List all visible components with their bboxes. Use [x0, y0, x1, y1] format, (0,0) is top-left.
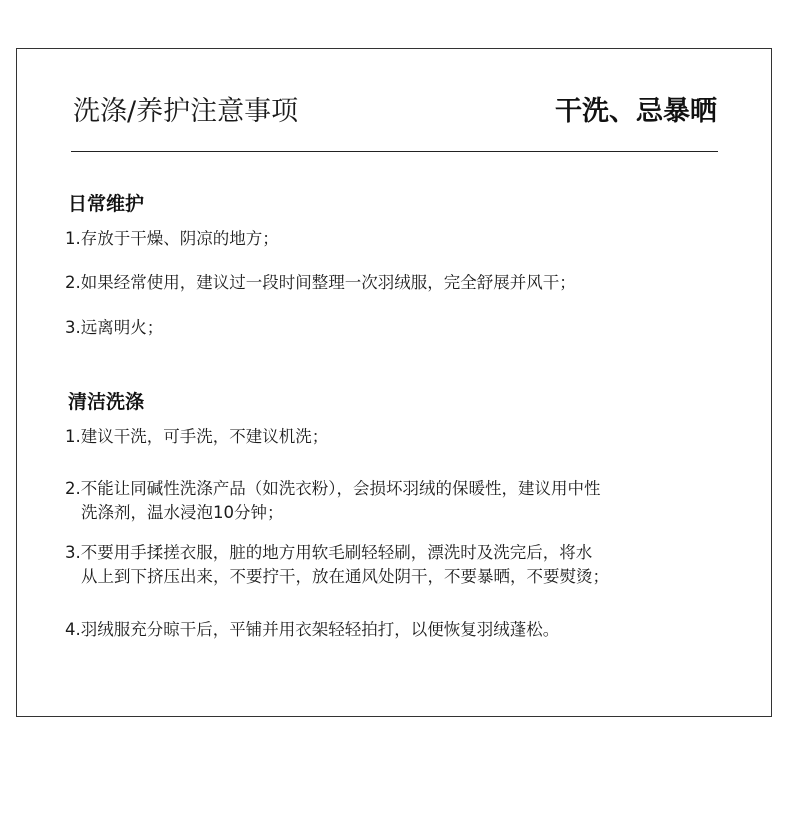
- section-title-daily-care: 日常维护: [68, 193, 145, 215]
- daily-care-item-1: [65, 227, 725, 251]
- daily-care-item-2: [65, 271, 725, 295]
- cleaning-item-line2: 洗涤剂，温水浸泡10分钟；: [81, 503, 284, 522]
- section-title-cleaning: 清洁洗涤: [68, 391, 145, 413]
- cleaning-item-text: 1.建议干洗，可手洗，不建议机洗；: [65, 427, 329, 446]
- cleaning-item-line2: 从上到下挤压出来，不要拧干，放在通风处阴干，不要暴晒，不要熨烫；: [81, 567, 609, 586]
- daily-care-item-text: 1.存放于干燥、阴凉的地方；: [65, 229, 279, 248]
- daily-care-item-text: 2.如果经常使用，建议过一段时间整理一次羽绒服，完全舒展并风干；: [65, 273, 576, 292]
- header: [73, 95, 717, 129]
- care-instructions-card: [16, 48, 772, 717]
- cleaning-item-line1: 2.不能让同碱性洗涤产品（如洗衣粉），会损坏羽绒的保暖性，建议用中性: [65, 479, 601, 498]
- cleaning-item-3: [65, 541, 725, 589]
- cleaning-item-2: [65, 477, 725, 525]
- cleaning-item-1: [65, 425, 725, 449]
- header-divider: [71, 151, 718, 152]
- cleaning-item-line1: 3.不要用手揉搓衣服，脏的地方用软毛刷轻轻刷，漂洗时及洗完后，将水: [65, 543, 593, 562]
- page-title: 洗涤/养护注意事项: [73, 96, 299, 127]
- daily-care-item-3: [65, 316, 725, 340]
- daily-care-item-text: 3.远离明火；: [65, 318, 164, 337]
- care-summary-badge: 干洗、忌暴晒: [555, 96, 717, 127]
- cleaning-item-text: 4.羽绒服充分晾干后，平铺并用衣架轻轻拍打，以便恢复羽绒蓬松。: [65, 620, 560, 639]
- cleaning-item-4: [65, 618, 725, 642]
